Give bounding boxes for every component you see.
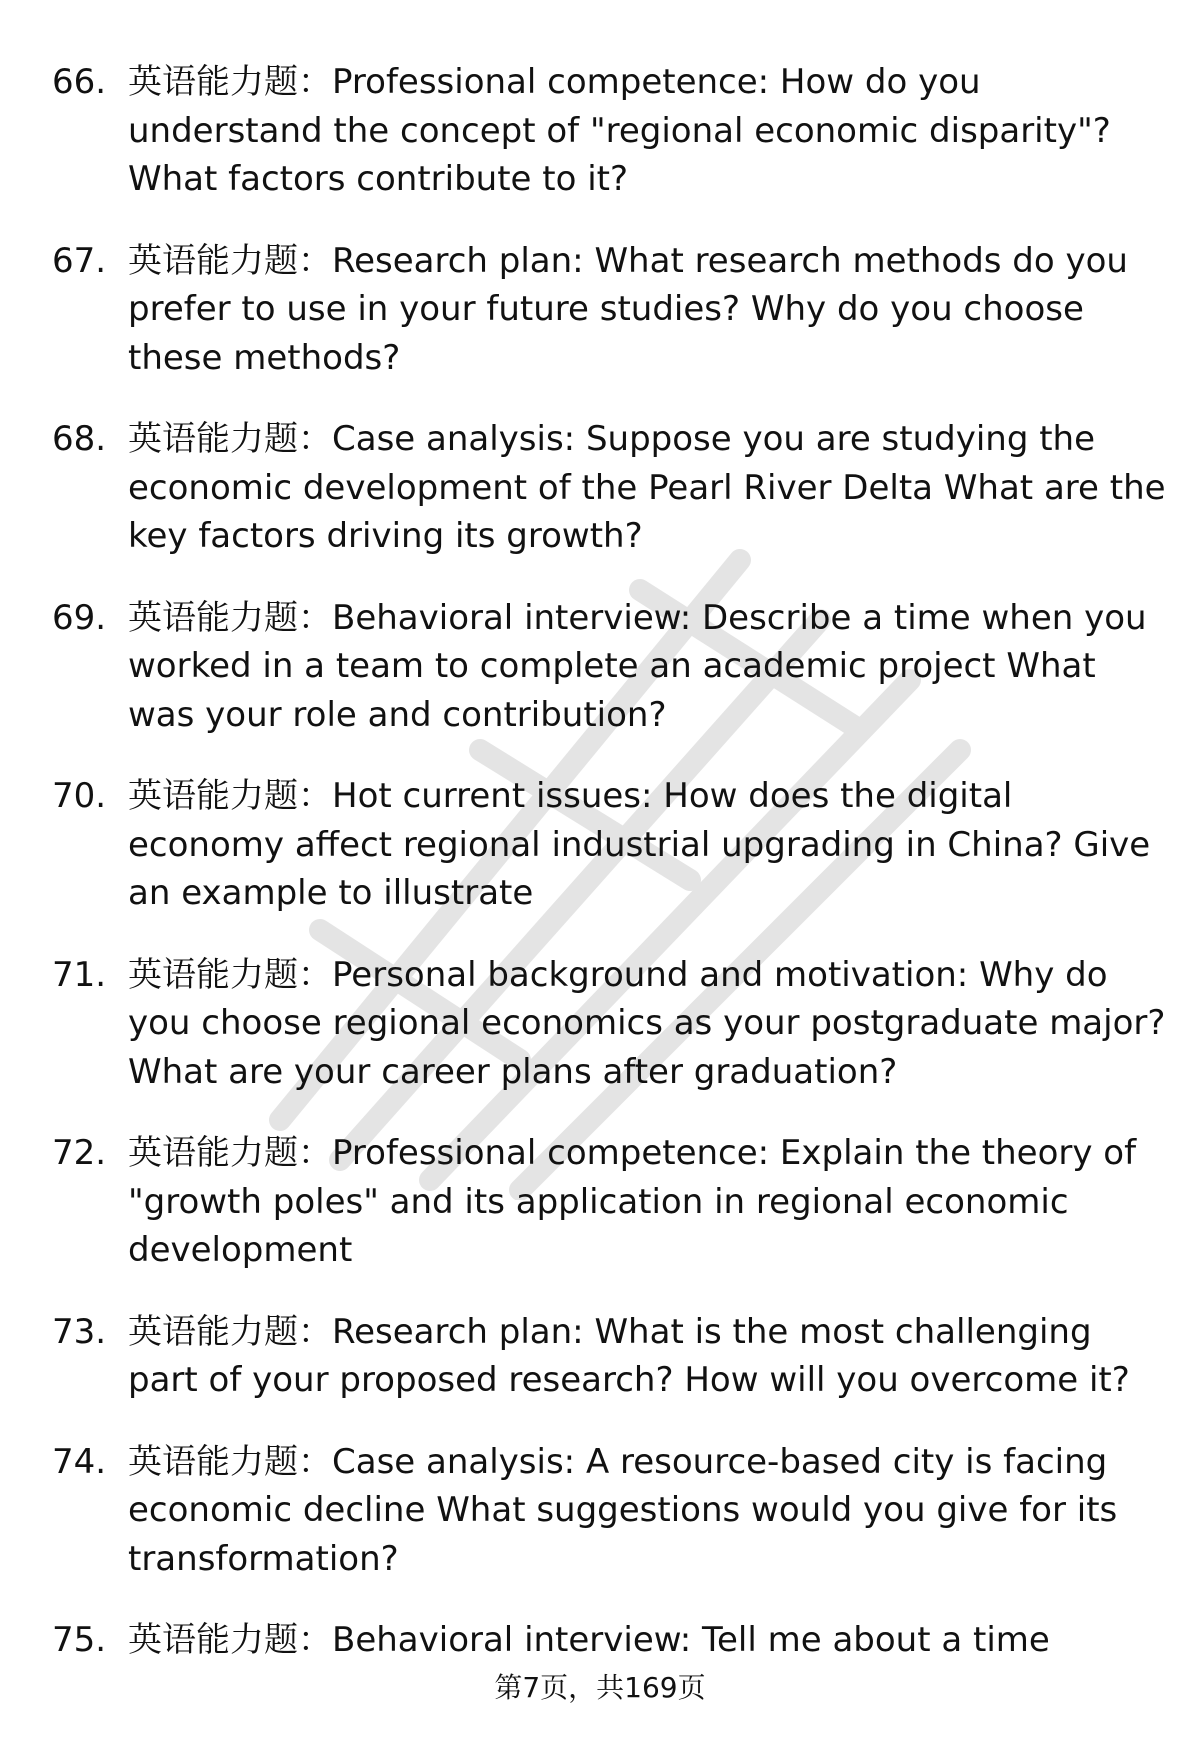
question-tag: 英语能力题：: [128, 776, 332, 816]
question-item: [52, 1308, 1167, 1405]
question-number: 66.: [52, 62, 107, 102]
question-text: Case analysis: A resource-based city is facing economic decline What suggestions would you give for its transformation?: [128, 1441, 1118, 1579]
question-text: Hot current issues: How does the digital economy affect regional industrial upgrading in China? Give an example to illustrate: [128, 776, 1151, 913]
question-text: Personal background and motivation: Why do you choose regional economics as your postgraduate major? What are your career plans after graduation?: [128, 954, 1166, 1092]
question-tag: 英语能力题：: [128, 954, 332, 995]
question-tag: 英语能力题：: [128, 1133, 332, 1173]
question-number: 73.: [52, 1311, 107, 1352]
question-item: [52, 1129, 1167, 1275]
question-text: Case analysis: Suppose you are studying the economic development of the Pearl River Delta What are the key factors driving its growth?: [128, 419, 1166, 556]
question-tag: 英语能力题：: [128, 1441, 332, 1482]
question-number: 75.: [52, 1620, 107, 1660]
page-number-footer: 第7页，共169页: [494, 1671, 706, 1704]
question-number: 72.: [52, 1133, 107, 1173]
question-item: [52, 772, 1167, 918]
question-item: [52, 237, 1167, 383]
question-text: Behavioral interview: Tell me about a time: [332, 1620, 1050, 1660]
question-tag: 英语能力题：: [128, 1620, 332, 1660]
question-text: Professional competence: How do you understand the concept of "regional economic disparity"? What factors contribute to it?: [128, 62, 1111, 199]
question-text: Research plan: What is the most challenging part of your proposed research? How will you overcome it?: [128, 1311, 1130, 1400]
question-item: [52, 1438, 1167, 1584]
question-item: [52, 951, 1167, 1097]
question-number: 68.: [52, 419, 107, 459]
question-tag: 英语能力题：: [128, 62, 332, 102]
question-number: 69.: [52, 597, 107, 638]
question-tag: 英语能力题：: [128, 1311, 332, 1352]
question-item: [52, 594, 1167, 740]
question-number: 74.: [52, 1441, 107, 1482]
question-text: Professional competence: Explain the theory of "growth poles" and its application in regional economic development: [128, 1133, 1137, 1270]
question-list: [52, 58, 1167, 1697]
question-item: [52, 58, 1167, 204]
question-text: Research plan: What research methods do you prefer to use in your future studies? Why do you choose these methods?: [128, 240, 1128, 378]
question-number: 67.: [52, 240, 107, 281]
question-tag: 英语能力题：: [128, 240, 332, 281]
question-item: [52, 1616, 1167, 1664]
question-tag: 英语能力题：: [128, 597, 332, 638]
question-text: Behavioral interview: Describe a time when you worked in a team to complete an academic project What was your role and contribution?: [128, 597, 1147, 735]
question-number: 70.: [52, 776, 107, 816]
question-item: [52, 415, 1167, 561]
question-tag: 英语能力题：: [128, 419, 332, 459]
question-number: 71.: [52, 954, 107, 995]
